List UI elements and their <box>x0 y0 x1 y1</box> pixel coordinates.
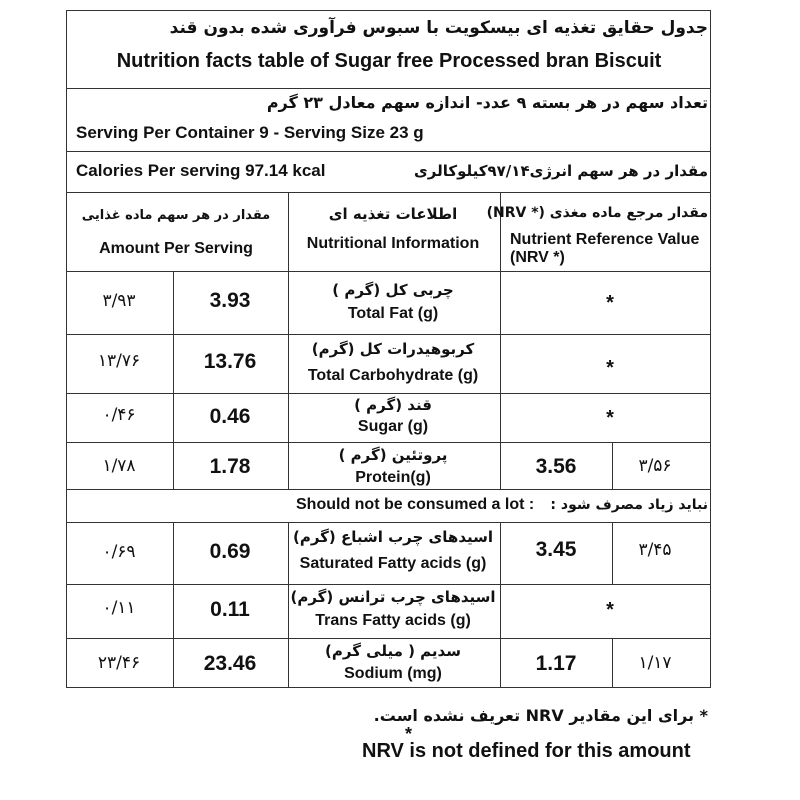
row-nrv-persian: ۳/۴۵ <box>638 540 672 560</box>
serving-persian: تعداد سهم در هر بسته ۹ عدد- اندازه سهم معادل ۲۳ گرم <box>266 93 708 112</box>
divider <box>67 334 710 335</box>
divider <box>67 489 710 490</box>
nrv-undefined-star: * <box>606 292 614 314</box>
row-amount: 1.78 <box>209 455 251 478</box>
row-name-english: Sodium (mg) <box>344 665 442 682</box>
nrv-undefined-star: * <box>606 357 614 379</box>
nrv-header-english: Nutrient Reference Value <box>510 231 700 248</box>
row-nrv-persian: ۱/۱۷ <box>638 653 672 673</box>
row-amount: 3.93 <box>209 289 251 312</box>
row-name-english: Protein(g) <box>355 469 431 486</box>
row-nrv: 3.56 <box>535 455 577 478</box>
row-name-persian: قند (گرم ) <box>354 396 432 414</box>
calories-english: Calories Per serving 97.14 kcal <box>76 161 326 180</box>
row-amount-persian: ۰/۱۱ <box>102 598 136 618</box>
nrv-header-english-abbr: (NRV *) <box>510 249 565 266</box>
nrv-undefined-star: * <box>606 407 614 429</box>
row-name-english: Total Carbohydrate (g) <box>307 367 479 384</box>
nrv-undefined-star: * <box>606 599 614 621</box>
divider <box>288 522 289 688</box>
divider <box>67 393 710 394</box>
row-nrv: 3.45 <box>535 538 577 561</box>
divider <box>67 638 710 639</box>
divider <box>67 88 710 89</box>
row-name-english: Trans Fatty acids (g) <box>315 612 471 629</box>
row-amount-persian: ۳/۹۳ <box>102 291 136 311</box>
row-name-persian: سدیم ( میلی گرم) <box>325 642 461 660</box>
divider <box>67 442 710 443</box>
row-amount: 13.76 <box>203 350 257 373</box>
warning-english: Should not be consumed a lot : <box>296 496 535 513</box>
row-amount: 0.46 <box>209 405 251 428</box>
row-amount: 0.69 <box>209 540 251 563</box>
divider <box>67 271 710 272</box>
divider <box>67 584 710 585</box>
divider <box>288 192 289 489</box>
divider <box>67 192 710 193</box>
warning-persian: نباید زیاد مصرف شود : <box>550 497 708 513</box>
divider <box>500 192 501 489</box>
divider <box>67 522 710 523</box>
row-amount-persian: ۰/۴۶ <box>102 405 136 425</box>
nrv-header-persian: مقدار مرجع ماده مغذی (* NRV) <box>486 205 708 221</box>
divider <box>612 522 613 584</box>
serving-english: Serving Per Container 9 - Serving Size 23 g <box>76 123 424 142</box>
divider <box>173 271 174 489</box>
footnote-star: * <box>405 724 413 744</box>
row-name-persian: چربی کل (گرم ) <box>332 281 454 299</box>
row-name-persian: اسیدهای چرب ترانس (گرم) <box>290 588 496 606</box>
row-name-persian: اسیدهای چرب اشباع (گرم) <box>293 528 493 546</box>
row-amount: 23.46 <box>203 652 257 675</box>
row-name-english: Sugar (g) <box>357 418 429 435</box>
row-amount-persian: ۱/۷۸ <box>102 456 136 476</box>
row-nrv-persian: ۳/۵۶ <box>638 456 672 476</box>
row-name-english: Saturated Fatty acids (g) <box>299 555 487 572</box>
divider <box>612 442 613 489</box>
row-amount: 0.11 <box>210 598 250 621</box>
info-header-english: Nutritional Information <box>306 235 480 252</box>
row-name-persian: کربوهیدرات کل (گرم) <box>311 340 475 358</box>
row-amount-persian: ۰/۶۹ <box>102 542 136 562</box>
title-persian: جدول حقایق تغذیه ای بیسکویت با سبوس فرآوری شده بدون قند <box>169 18 708 38</box>
footnote-english: NRV is not defined for this amount <box>362 740 691 762</box>
divider <box>67 151 710 152</box>
row-amount-persian: ۱۳/۷۶ <box>97 351 141 371</box>
amount-header-persian: مقدار در هر سهم ماده غذایی <box>81 208 271 223</box>
title-english: Nutrition facts table of Sugar free Processed bran Biscuit <box>116 50 662 72</box>
amount-header-english: Amount Per Serving <box>99 240 253 257</box>
calories-persian: مقدار در هر سهم انرژی۹۷/۱۴کیلوکالری <box>414 162 708 180</box>
row-name-english: Total Fat (g) <box>347 305 439 322</box>
row-amount-persian: ۲۳/۴۶ <box>97 653 141 673</box>
divider <box>612 638 613 688</box>
divider <box>173 522 174 688</box>
info-header-persian: اطلاعات تغذیه ای <box>328 205 458 223</box>
row-name-persian: پروتئین (گرم ) <box>338 446 448 464</box>
footnote-persian: * برای این مقادیر NRV تعریف نشده است. <box>373 706 708 725</box>
divider <box>500 522 501 688</box>
row-nrv: 1.17 <box>535 652 577 675</box>
